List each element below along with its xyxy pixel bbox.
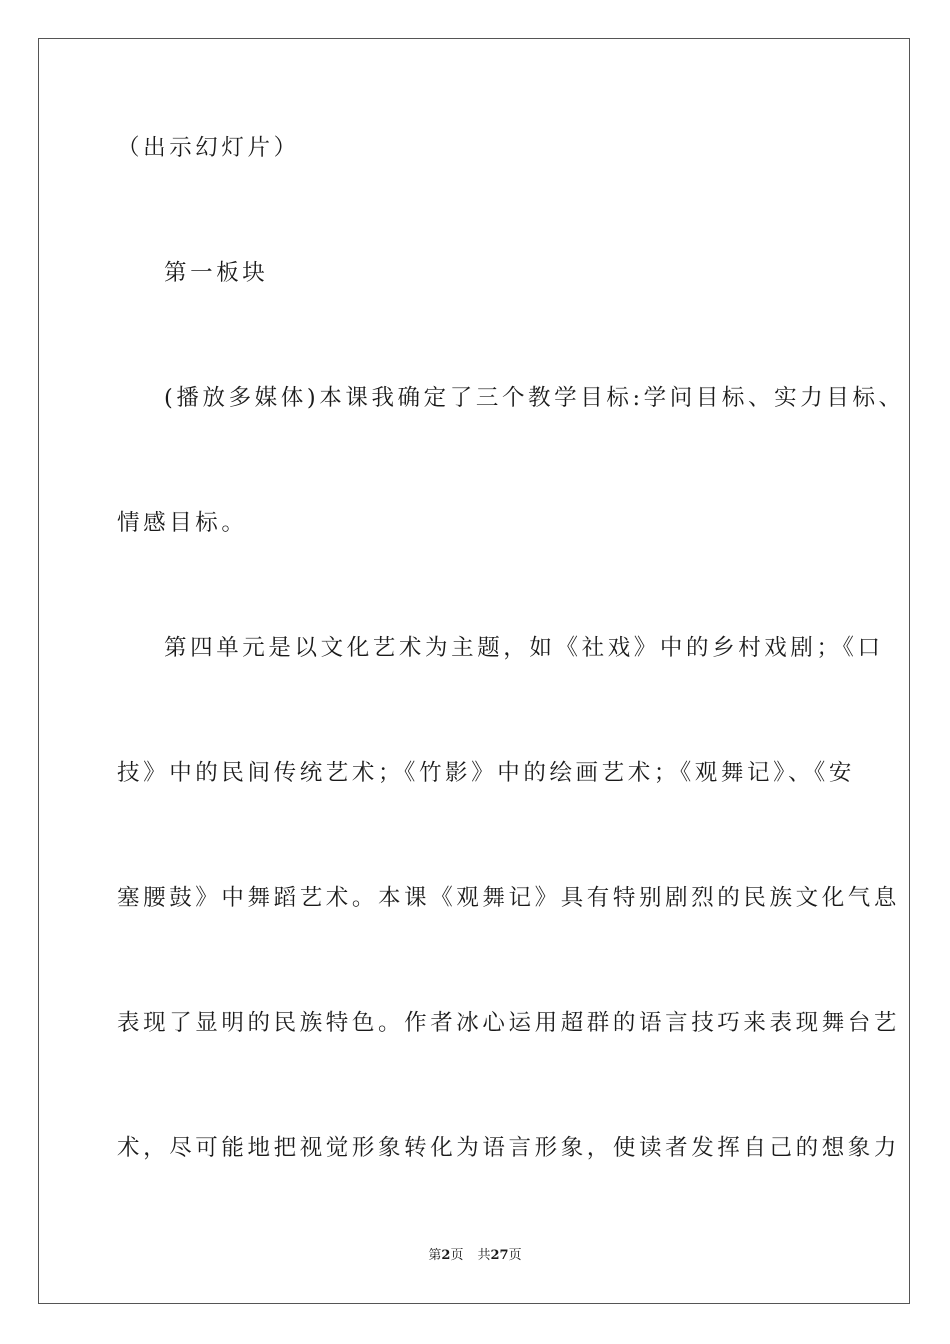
paragraph-line: 技》中的民间传统艺术；《竹影》中的绘画艺术；《观舞记》、《安 <box>117 760 856 786</box>
paragraph-line-slide-note: （出示幻灯片） <box>117 135 300 161</box>
paragraph-line: 第四单元是以文化艺术为主题，如《社戏》中的乡村戏剧；《口 <box>164 635 884 661</box>
total-prefix: 共 <box>477 1248 491 1263</box>
page-footer <box>0 1247 950 1265</box>
paragraph-line: 情感目标。 <box>117 510 248 536</box>
total-page-count: 27 <box>490 1248 509 1263</box>
paragraph-line: 术，尽可能地把视觉形象转化为语言形象，使读者发挥自己的想象力 <box>117 1135 901 1161</box>
current-page-number: 2 <box>441 1248 451 1263</box>
page-border <box>38 38 910 1304</box>
total-suffix: 页 <box>508 1248 522 1263</box>
paragraph-line: 塞腰鼓》中舞蹈艺术。本课《观舞记》具有特别剧烈的民族文化气息 <box>117 885 901 911</box>
page-prefix: 第 <box>428 1248 442 1263</box>
paragraph-line-section-heading: 第一板块 <box>164 260 269 286</box>
paragraph-line: 表现了显明的民族特色。作者冰心运用超群的语言技巧来表现舞台艺 <box>117 1010 901 1036</box>
paragraph-line: (播放多媒体)本课我确定了三个教学目标:学问目标、实力目标、 <box>164 385 905 411</box>
page-suffix: 页 <box>450 1248 464 1263</box>
